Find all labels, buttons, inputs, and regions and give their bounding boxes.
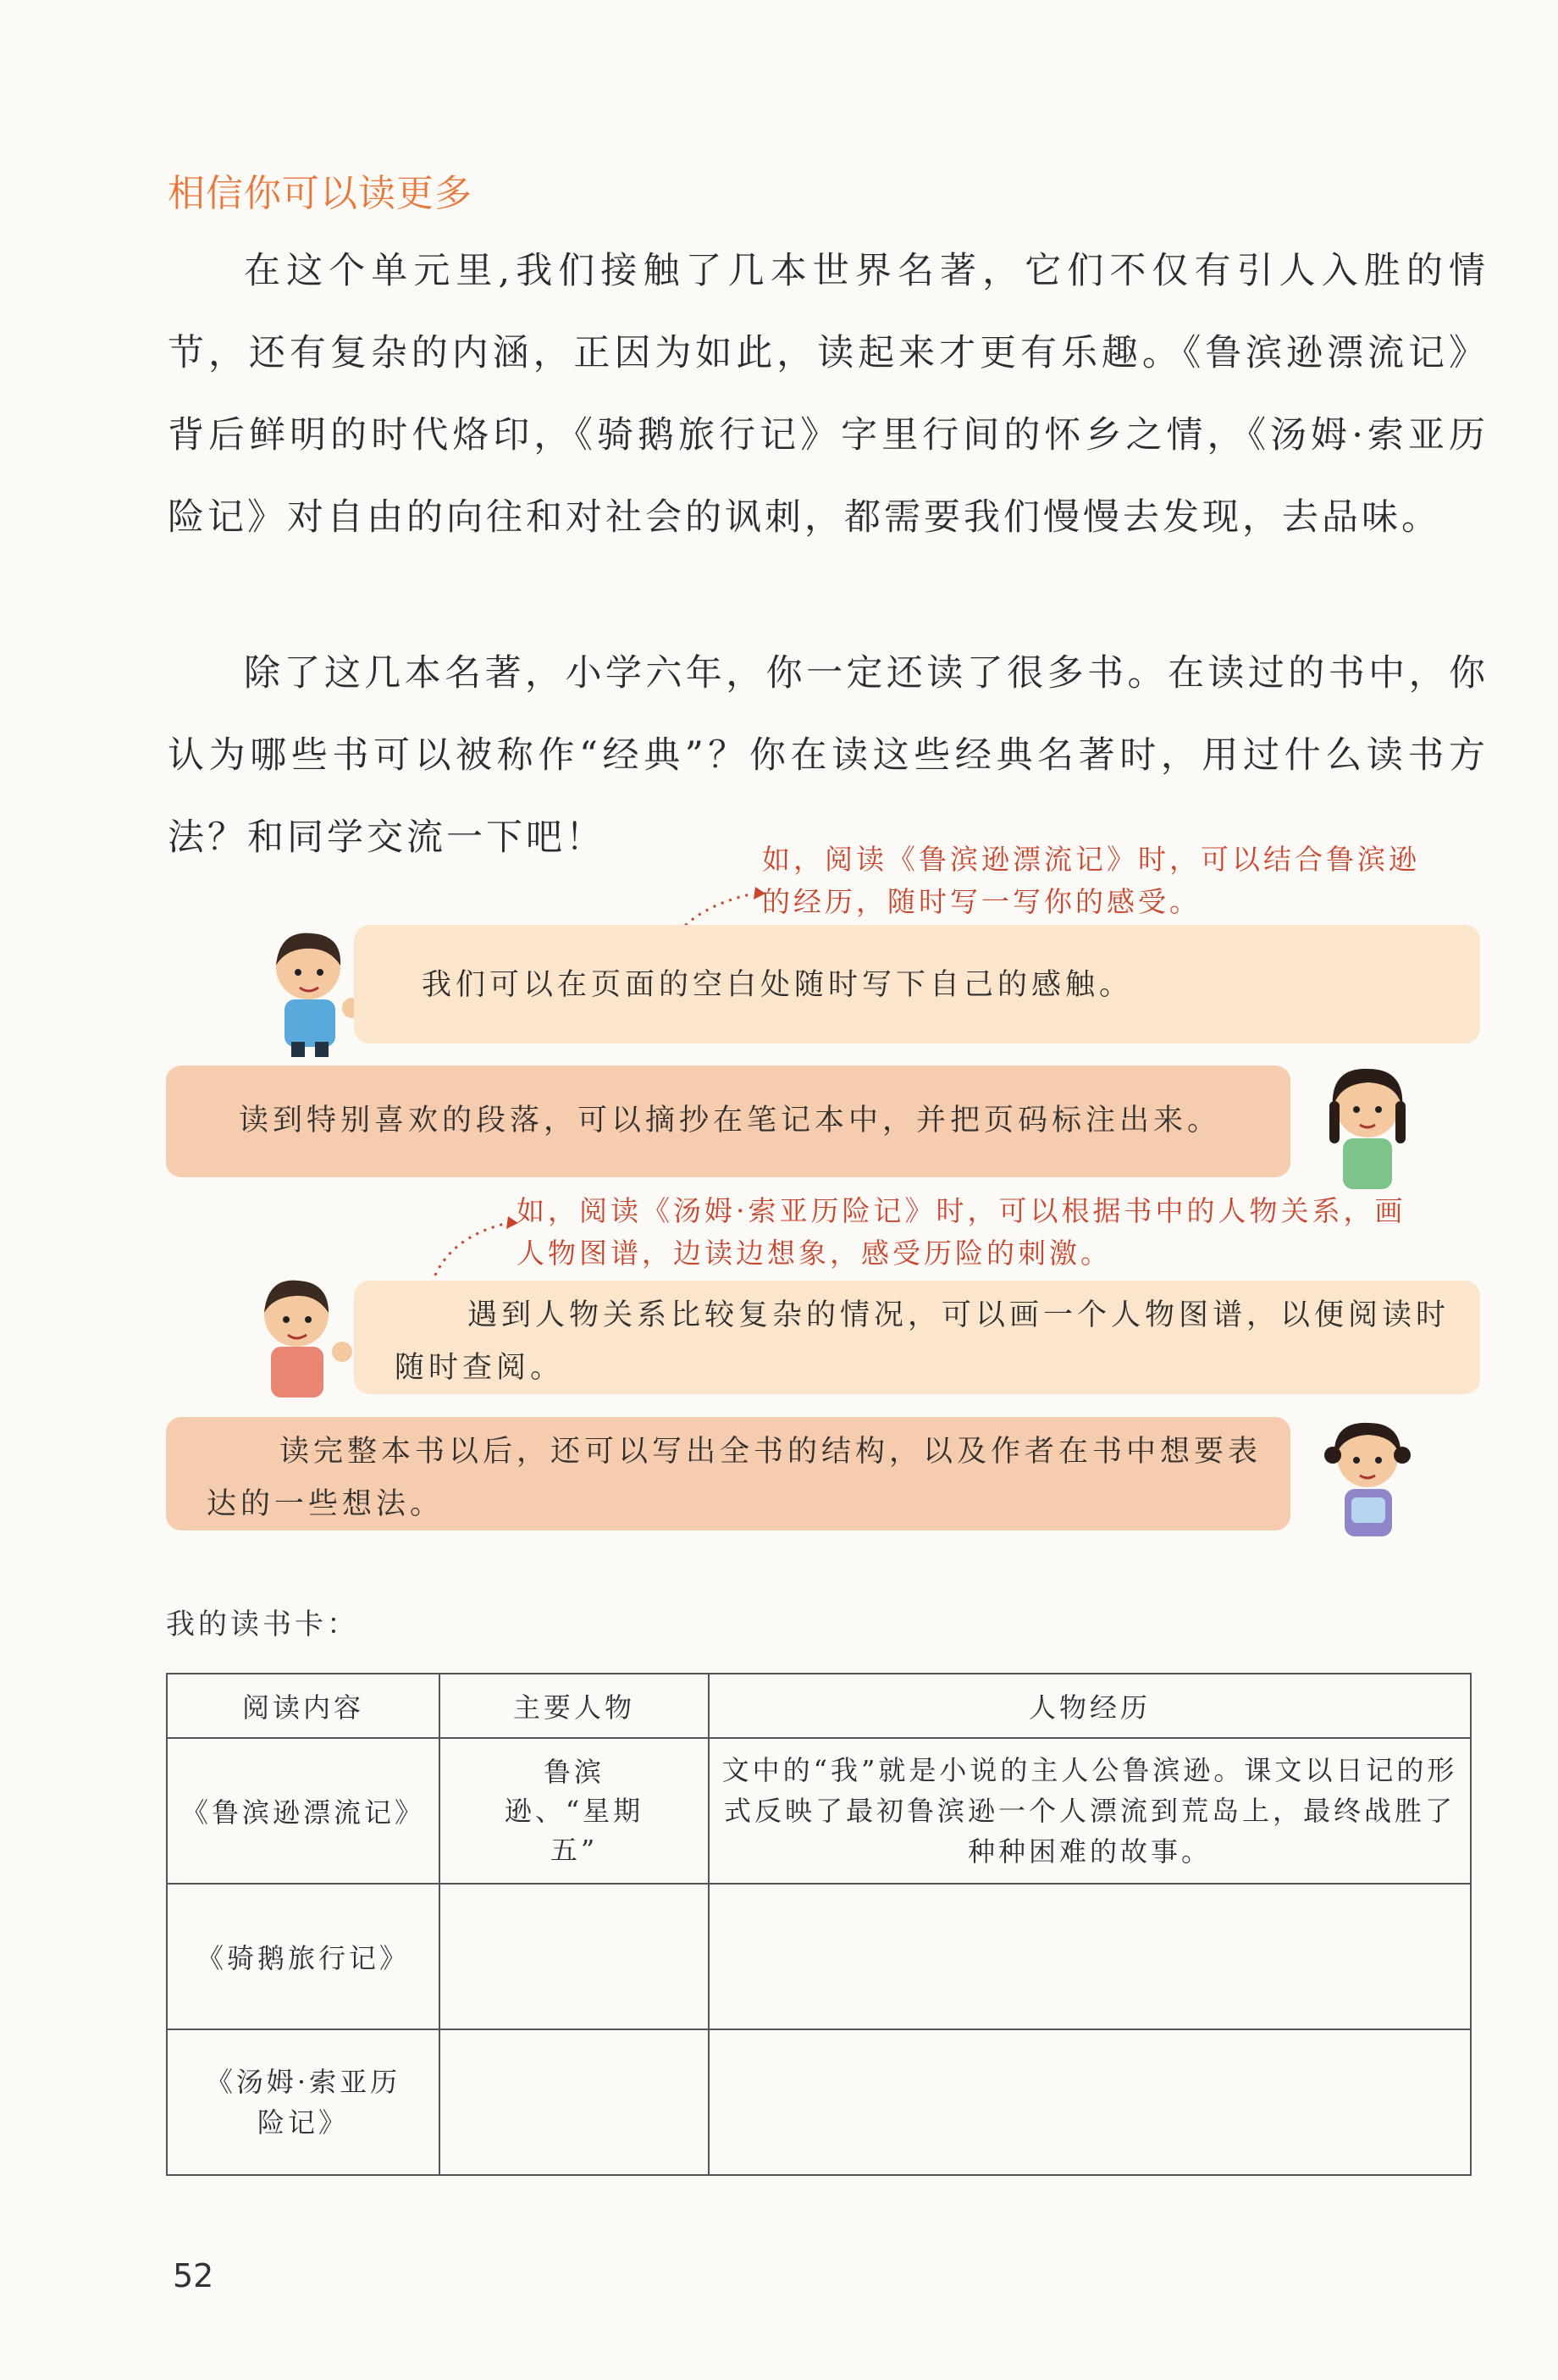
table-header: 阅读内容 — [167, 1674, 439, 1738]
reading-card-table — [166, 1673, 1472, 2176]
speech-bubble: 读完整本书以后，还可以写出全书的结构，以及作者在书中想要表达的一些想法。 — [166, 1417, 1290, 1530]
speech-bubble: 我们可以在页面的空白处随时写下自己的感触。 — [354, 925, 1480, 1043]
girl-character-icon — [1304, 1413, 1431, 1548]
annotation-note: 如，阅读《汤姆·索亚历险记》时，可以根据书中的人物关系，画人物图谱，边读边想象，感受历险的刺激。 — [517, 1194, 1406, 1270]
table-row — [167, 1738, 1471, 1884]
table-header: 人物经历 — [709, 1674, 1471, 1738]
experience-cell[interactable] — [709, 1884, 1471, 2029]
speech-bubble: 遇到人物关系比较复杂的情况，可以画一个人物图谱，以便阅读时随时查阅。 — [354, 1281, 1480, 1394]
speech-bubble: 读到特别喜欢的段落，可以摘抄在笔记本中，并把页码标注出来。 — [166, 1065, 1290, 1177]
characters-cell[interactable] — [439, 1884, 709, 2029]
page-number: 52 — [173, 2257, 214, 2294]
book-cell: 《骑鹅旅行记》 — [167, 1884, 439, 2029]
girl-character-icon — [1304, 1059, 1431, 1194]
section-title: 相信你可以读更多 — [168, 172, 472, 215]
table-row — [167, 1884, 1471, 2029]
characters-cell: 鲁滨逊、“星期五” — [439, 1738, 709, 1884]
experience-cell: 文中的“我”就是小说的主人公鲁滨逊。课文以日记的形式反映了最初鲁滨逊一个人漂流到荒岛上，最终战胜了种种困难的故事。 — [709, 1738, 1471, 1884]
table-row — [167, 2029, 1471, 2175]
experience-cell[interactable] — [709, 2029, 1471, 2175]
prompt-paragraph: 除了这几本名著，小学六年，你一定还读了很多书。在读过的书中，你认为哪些书可以被称作“经典”？你在读这些经典名著时，用过什么读书方法？和同学交流一下吧！ — [168, 652, 1489, 859]
characters-cell[interactable] — [439, 2029, 709, 2175]
annotation-note: 如，阅读《鲁滨逊漂流记》时，可以结合鲁滨逊的经历，随时写一写你的感受。 — [762, 843, 1420, 918]
intro-paragraph: 在这个单元里,我们接触了几本世界名著，它们不仅有引人入胜的情节，还有复杂的内涵，正因为如此，读起来才更有乐趣。《鲁滨逊漂流记》背后鲜明的时代烙印，《骑鹅旅行记》字里行间的怀乡之情，《汤姆·索亚历险记》对自由的向往和对社会的讽刺，都需要我们慢慢去发现，去品味。 — [168, 250, 1489, 539]
note-pointer-2 — [423, 1211, 525, 1287]
book-cell: 《鲁滨逊漂流记》 — [167, 1738, 439, 1884]
boy-character-icon — [235, 1270, 362, 1406]
table-header: 主要人物 — [439, 1674, 709, 1738]
book-cell: 《汤姆·索亚历险记》 — [167, 2029, 439, 2175]
reading-card-label: 我的读书卡： — [166, 1608, 359, 1641]
